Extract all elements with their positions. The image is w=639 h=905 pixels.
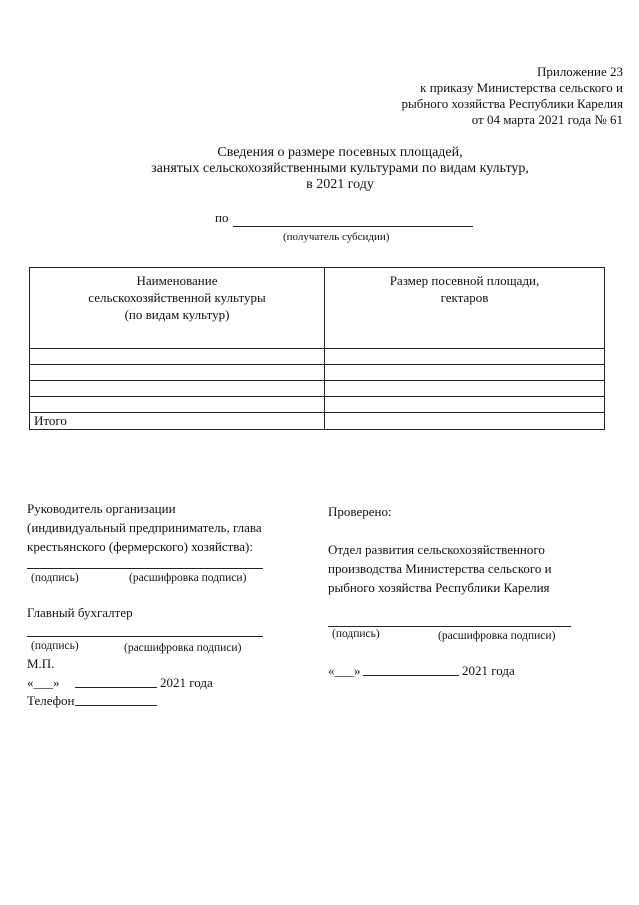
signature-caption: (подпись) [31,572,79,584]
date-field[interactable] [75,687,157,688]
table-row [30,381,605,397]
table-cell[interactable] [325,381,605,397]
phone-field[interactable] [75,705,157,706]
table-header-row [30,268,605,349]
date-open: «___» [27,675,60,690]
head-signature-line[interactable] [27,568,263,569]
stamp-label: М.П. [27,656,55,671]
table-total-row [30,413,605,430]
table-row [30,349,605,365]
recipient-field[interactable] [233,226,473,227]
document-title [0,145,639,193]
table-cell[interactable] [325,349,605,365]
signature-caption: (подпись) [31,640,79,652]
department-block [328,540,552,597]
annex-line: рыбного хозяйства Республики Карелия [401,96,623,111]
department-line: производства Министерства сельского и [328,561,552,576]
table-cell[interactable] [30,381,325,397]
department-line: рыбного хозяйства Республики Карелия [328,580,550,595]
recipient-caption: (получатель субсидии) [283,231,390,243]
date-open: «___» [328,663,361,678]
table-row [30,365,605,381]
recipient-prefix: по [215,210,229,225]
table-cell[interactable] [30,349,325,365]
head-title: (индивидуальный предприниматель, глава [27,520,262,535]
signature-caption: (подпись) [332,628,380,640]
head-title: Руководитель организации [27,501,176,516]
head-title: крестьянского (фермерского) хозяйства): [27,539,253,554]
decode-caption: (расшифровка подписи) [124,642,242,654]
department-signature-line[interactable] [328,626,571,627]
total-value[interactable] [325,413,605,430]
table-cell[interactable] [325,397,605,413]
checked-label: Проверено: [328,504,392,519]
table-cell[interactable] [325,365,605,381]
annex-line: от 04 марта 2021 года № 61 [471,112,623,127]
header-crop-name: Наименование сельскохозяйственной культуры (по видам культур) [30,268,325,349]
annex-header [401,64,623,128]
department-line: Отдел развития сельскохозяйственного [328,542,545,557]
title-line: в 2021 году [306,177,374,192]
table-cell[interactable] [30,365,325,381]
decode-caption: (расшифровка подписи) [129,572,247,584]
phone-label: Телефон [27,693,75,708]
title-line: занятых сельскохозяйственными культурами по видам культур, [151,161,529,176]
header-area: Размер посевной площади, гектаров [325,268,605,349]
total-label: Итого [30,413,325,430]
title-line: Сведения о размере посевных площадей, [217,145,463,160]
table-cell[interactable] [30,397,325,413]
annex-line: к приказу Министерства сельского и [420,80,623,95]
annex-line: Приложение 23 [536,64,623,79]
date-year: 2021 года [462,663,515,678]
accountant-signature-line[interactable] [27,636,263,637]
date-field[interactable] [363,675,459,676]
date-year: 2021 года [160,675,213,690]
decode-caption: (расшифровка подписи) [438,630,556,642]
accountant-title: Главный бухгалтер [27,605,133,620]
head-signature-block [27,499,262,556]
crops-table [29,267,605,430]
table-row [30,397,605,413]
